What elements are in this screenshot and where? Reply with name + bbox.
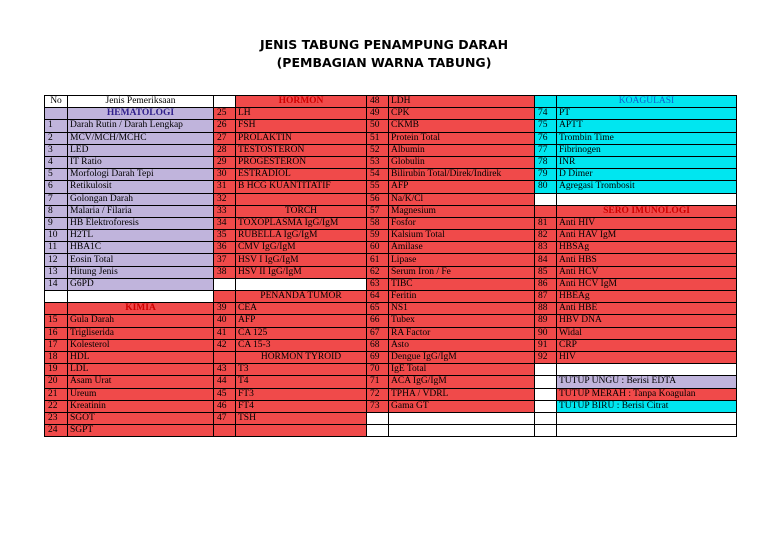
item-number: 66 [367,315,389,327]
item-number: 64 [367,291,389,303]
blank-cell [367,412,389,424]
table-row [45,156,737,168]
item-number: 69 [367,351,389,363]
item-number: 55 [367,181,389,193]
item-name: B HCG KUANTITATIF [236,181,367,193]
item-name: Agregasi Trombosit [557,181,737,193]
item-name: APTT [557,120,737,132]
item-number: 42 [214,339,236,351]
item-number: 41 [214,327,236,339]
item-name [236,193,367,205]
item-number: 77 [535,144,557,156]
section-hormon-tyroid: HORMON TYROID [236,351,367,363]
item-number: 54 [367,169,389,181]
blank-cell [236,278,367,290]
item-number: 24 [45,425,68,437]
item-number: 13 [45,266,68,278]
item-number: 1 [45,120,68,132]
item-name: T3 [236,364,367,376]
item-number: 43 [214,364,236,376]
legend-biru: TUTUP BIRU : Berisi Citrat [557,400,737,412]
item-name: HSV I IgG/IgM [236,254,367,266]
item-name: Anti HCV [557,266,737,278]
item-number: 65 [367,303,389,315]
item-name: Anti HIV [557,217,737,229]
item-number: 31 [214,181,236,193]
item-name: Darah Rutin / Darah Lengkap [68,120,214,132]
blank-cell [535,412,557,424]
item-name: Gula Darah [68,315,214,327]
item-name: Amilase [389,242,535,254]
table-row [45,254,737,266]
section-kimia: KIMIA [68,303,214,315]
table-row [45,315,737,327]
item-number: 56 [367,193,389,205]
item-name: FT3 [236,388,367,400]
item-name: Kolesterol [68,339,214,351]
item-name: LED [68,144,214,156]
table-row [45,132,737,144]
item-number: 23 [45,412,68,424]
item-number: 39 [214,303,236,315]
table-row [45,376,737,388]
item-number: 29 [214,156,236,168]
legend-ungu: TUTUP UNGU : Berisi EDTA [557,376,737,388]
item-name: FT4 [236,400,367,412]
item-name: T4 [236,376,367,388]
item-name: Morfologi Darah Tepi [68,169,214,181]
section-hormon: HORMON [236,96,367,108]
item-name: Fosfor [389,217,535,229]
blank-cell [367,425,389,437]
item-number: 40 [214,315,236,327]
item-number: 76 [535,132,557,144]
blank-cell [557,193,737,205]
item-number: 10 [45,230,68,242]
item-name [236,425,367,437]
item-name: RUBELLA IgG/IgM [236,230,367,242]
item-name: MCV/MCH/MCHC [68,132,214,144]
item-name: HDL [68,351,214,363]
item-name: LDL [68,364,214,376]
item-number: 83 [535,242,557,254]
item-name: CMV IgG/IgM [236,242,367,254]
item-name: Fibrinogen [557,144,737,156]
item-name: Ureum [68,388,214,400]
item-name: D Dimer [557,169,737,181]
item-name: HIV [557,351,737,363]
item-name: Na/K/Cl [389,193,535,205]
item-name: INR [557,156,737,168]
blank-cell [535,388,557,400]
item-name: CRP [557,339,737,351]
item-name: NS1 [389,303,535,315]
item-number: 60 [367,242,389,254]
item-number: 4 [45,156,68,168]
item-number: 50 [367,120,389,132]
item-name: HBSAg [557,242,737,254]
table-row [45,205,737,217]
item-number: 52 [367,144,389,156]
item-name: Albumin [389,144,535,156]
item-name: Serum Iron / Fe [389,266,535,278]
item-number: 58 [367,217,389,229]
item-number: 21 [45,388,68,400]
item-number: 8 [45,205,68,217]
item-name: IT Ratio [68,156,214,168]
document-subtitle: (PEMBAGIAN WARNA TABUNG) [276,55,492,70]
item-number: 75 [535,120,557,132]
item-name: Feritin [389,291,535,303]
item-number: 11 [45,242,68,254]
table-row [45,96,737,108]
item-name: Globulin [389,156,535,168]
table-row [45,242,737,254]
item-name: HBEAg [557,291,737,303]
table-row [45,388,737,400]
item-name: ACA IgG/IgM [389,376,535,388]
item-number: 68 [367,339,389,351]
table-row [45,351,737,363]
item-number: 80 [535,181,557,193]
table-row [45,144,737,156]
item-number: 46 [214,400,236,412]
item-number: 18 [45,351,68,363]
item-number: 7 [45,193,68,205]
item-name: TESTOSTERON [236,144,367,156]
item-name: Trigliserida [68,327,214,339]
item-number: 63 [367,278,389,290]
item-number: 59 [367,230,389,242]
section-hematologi: HEMATOLOGI [68,108,214,120]
item-name: ESTRADIOL [236,169,367,181]
blank-cell [389,412,535,424]
item-number: 79 [535,169,557,181]
item-name: Lipase [389,254,535,266]
item-number: 45 [214,388,236,400]
item-number: 6 [45,181,68,193]
table-row [45,266,737,278]
item-name: FSH [236,120,367,132]
item-name: G6PD [68,278,214,290]
item-number: 22 [45,400,68,412]
table-row [45,364,737,376]
item-name: Asam Urat [68,376,214,388]
table-row [45,291,737,303]
blank-cell [535,364,557,376]
item-name: Widal [557,327,737,339]
item-number: 34 [214,217,236,229]
item-number [214,425,236,437]
blank-cell [214,278,236,290]
blank-cell [389,425,535,437]
item-name: PROGESTERON [236,156,367,168]
column-header-jenis: Jenis Pemeriksaan [68,96,214,108]
item-name: Eosin Total [68,254,214,266]
item-number: 61 [367,254,389,266]
table-row [45,425,737,437]
item-number: 5 [45,169,68,181]
item-number: 3 [45,144,68,156]
item-name: Gama GT [389,400,535,412]
item-number: 67 [367,327,389,339]
item-name: AFP [389,181,535,193]
document-title: JENIS TABUNG PENAMPUNG DARAH [259,37,509,52]
item-name: HSV II IgG/IgM [236,266,367,278]
table-row [45,217,737,229]
item-number: 72 [367,388,389,400]
table-row [45,327,737,339]
item-number: 88 [535,303,557,315]
item-number: 19 [45,364,68,376]
item-number: 20 [45,376,68,388]
item-name: Magnesium [389,205,535,217]
blank-cell [557,364,737,376]
blank-cell [214,291,236,303]
item-name: Dengue IgG/IgM [389,351,535,363]
blank-cell [214,96,236,108]
item-number: 70 [367,364,389,376]
item-number: 51 [367,132,389,144]
table-row [45,108,737,120]
item-name: Bilirubin Total/Direk/Indirek [389,169,535,181]
section-sero-imunologi: SERO IMUNOLOGI [557,205,737,217]
item-number: 92 [535,351,557,363]
item-number: 91 [535,339,557,351]
item-name: LH [236,108,367,120]
table-row [45,412,737,424]
item-name: HBA1C [68,242,214,254]
table-row [45,278,737,290]
item-number: 16 [45,327,68,339]
item-number: 57 [367,205,389,217]
section-torch: TORCH [236,205,367,217]
item-name: Retikulosit [68,181,214,193]
item-name: CEA [236,303,367,315]
item-number: 85 [535,266,557,278]
table-row [45,303,737,315]
item-number: 36 [214,242,236,254]
item-name: Anti HCV IgM [557,278,737,290]
blank-cell [68,291,214,303]
item-number: 32 [214,193,236,205]
item-number: 71 [367,376,389,388]
item-number: 2 [45,132,68,144]
blank-cell [535,205,557,217]
blank-cell [535,400,557,412]
item-number: 84 [535,254,557,266]
item-name: Tubex [389,315,535,327]
item-number: 87 [535,291,557,303]
item-number: 15 [45,315,68,327]
item-name: TOXOPLASMA IgG/IgM [236,217,367,229]
item-name: SGOT [68,412,214,424]
item-name: TIBC [389,278,535,290]
item-name: PT [557,108,737,120]
item-number: 25 [214,108,236,120]
table-row [45,230,737,242]
item-name: Anti HBS [557,254,737,266]
table-row [45,120,737,132]
item-number: 35 [214,230,236,242]
blank-cell [535,425,557,437]
item-number: 62 [367,266,389,278]
table-row [45,181,737,193]
item-number: 28 [214,144,236,156]
item-name: Kreatinin [68,400,214,412]
table-row [45,400,737,412]
item-name: Anti HBE [557,303,737,315]
item-number: 82 [535,230,557,242]
item-number: 27 [214,132,236,144]
column-header-no: No [45,96,68,108]
item-number: 12 [45,254,68,266]
item-name: Anti HAV IgM [557,230,737,242]
item-number: 17 [45,339,68,351]
item-name: RA Factor [389,327,535,339]
section-penanda-tumor: PENANDA TUMOR [236,291,367,303]
section-koagulasi: KOAGULASI [557,96,737,108]
item-name: IgE Total [389,364,535,376]
item-number: 9 [45,217,68,229]
item-name: TPHA / VDRL [389,388,535,400]
item-name: TSH [236,412,367,424]
item-number: 89 [535,315,557,327]
item-number: 49 [367,108,389,120]
table-row [45,193,737,205]
tube-color-table [44,95,737,437]
item-number: 53 [367,156,389,168]
item-name: HB Elektroforesis [68,217,214,229]
item-name: H2TL [68,230,214,242]
item-name: AFP [236,315,367,327]
blank-cell [45,291,68,303]
blank-cell [557,425,737,437]
legend-merah: TUTUP MERAH : Tanpa Koagulan [557,388,737,400]
item-number: 44 [214,376,236,388]
item-name: CPK [389,108,535,120]
item-name: Protein Total [389,132,535,144]
item-name: Golongan Darah [68,193,214,205]
item-number: 37 [214,254,236,266]
item-name: Hitung Jenis [68,266,214,278]
item-name: Malaria / Filaria [68,205,214,217]
blank-cell [557,412,737,424]
item-number: 90 [535,327,557,339]
table-row [45,169,737,181]
item-name: HBV DNA [557,315,737,327]
item-number: 86 [535,278,557,290]
item-number: 48 [367,96,389,108]
blank-cell [45,108,68,120]
item-name: Kalsium Total [389,230,535,242]
blank-cell [535,376,557,388]
item-number: 33 [214,205,236,217]
item-name: Trombin Time [557,132,737,144]
item-number: 38 [214,266,236,278]
item-number: 81 [535,217,557,229]
item-number: 30 [214,169,236,181]
blank-cell [214,351,236,363]
item-name: CA 15-3 [236,339,367,351]
item-name: LDH [389,96,535,108]
item-name: PROLAKTIN [236,132,367,144]
table-row [45,339,737,351]
item-name: SGPT [68,425,214,437]
item-number: 14 [45,278,68,290]
blank-cell [45,303,68,315]
item-name: CA 125 [236,327,367,339]
item-number: 26 [214,120,236,132]
item-number: 47 [214,412,236,424]
blank-cell [535,96,557,108]
item-name: Asto [389,339,535,351]
item-number: 78 [535,156,557,168]
item-number: 74 [535,108,557,120]
item-name: CKMB [389,120,535,132]
item-number: 73 [367,400,389,412]
blank-cell [535,193,557,205]
